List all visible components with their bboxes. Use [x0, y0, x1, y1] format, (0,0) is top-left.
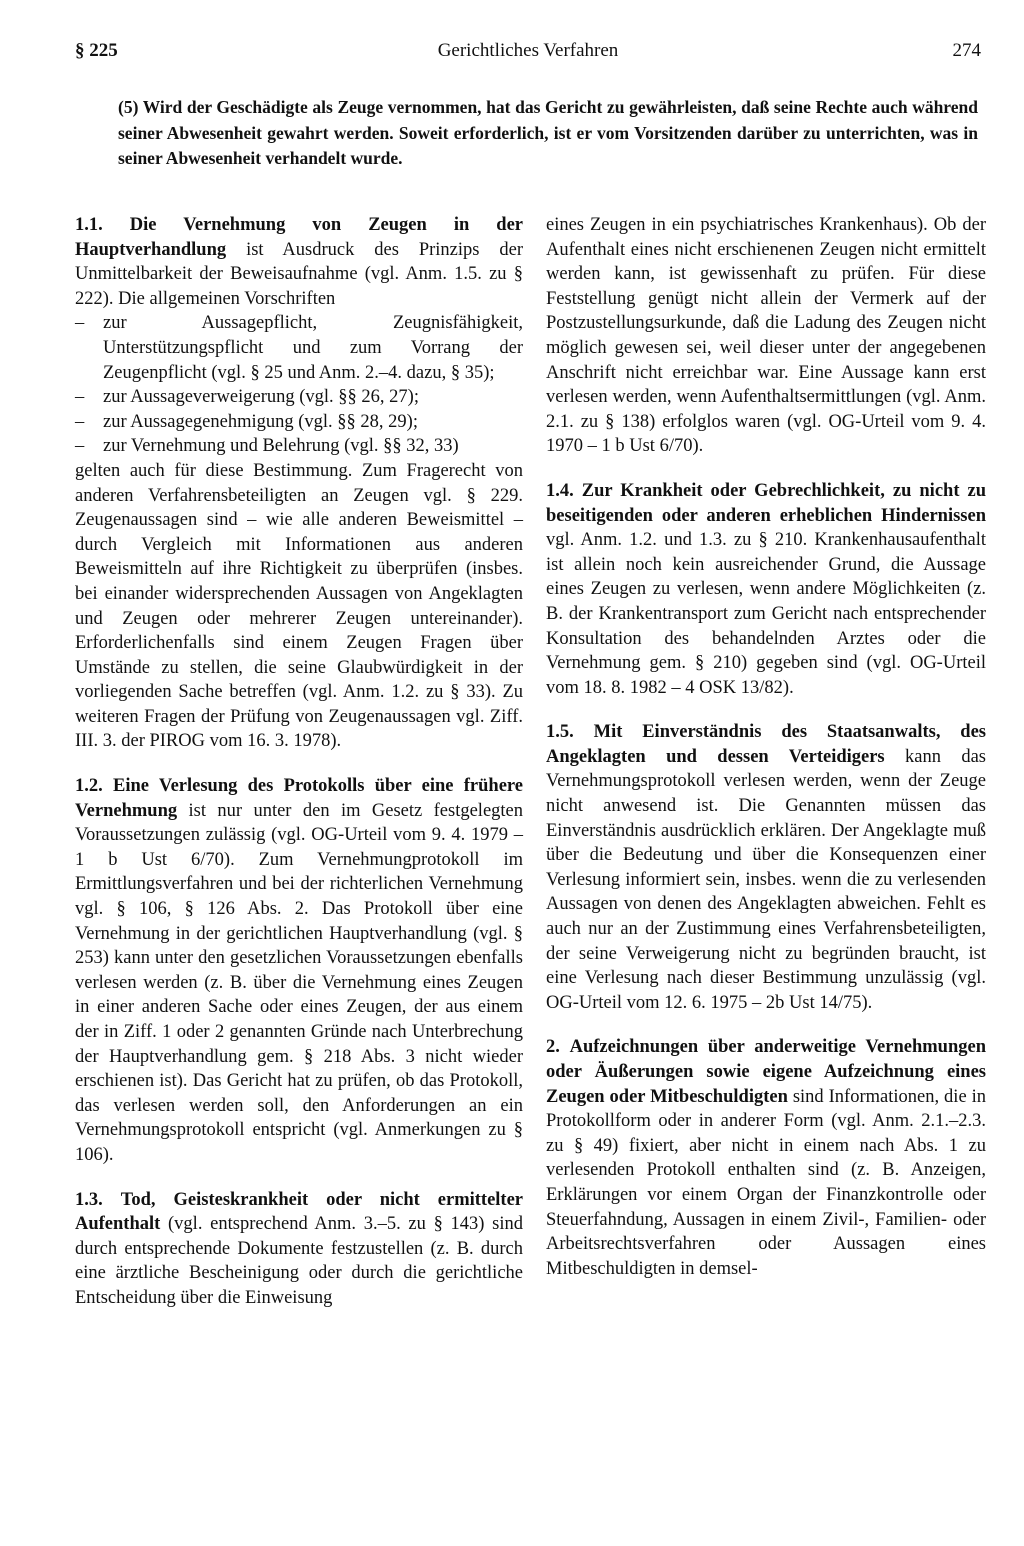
section-number: 1.1.: [75, 215, 103, 235]
paragraph-number: § 225: [75, 40, 118, 61]
section-heading: Zur Krankheit oder Gebrechlichkeit, zu nicht zu beseitigenden oder anderen erheblichen Hindernissen: [546, 480, 986, 526]
list-item: – zur Aussageverweigerung (vgl. §§ 26, 27);: [75, 385, 523, 410]
section-1-3-continued: eines Zeugen in ein psychiatrisches Krankenhaus). Ob der Aufenthalt eines nicht erschienenen Zeugen nicht ermittelt werden kann, ist gewissenhaft zu prüfen. Für diese Feststellung genügt nicht allein der Vermerk auf der Postzustellungsurkunde, daß die Ladung des Zeugen nicht möglich gewesen sei, weil dieser unter der angegebenen Anschrift nicht erreichbar war. Eine Aussage kann erst verlesen werden, wenn Aufenthaltsermittlungen (vgl. Anm. 2.1. zu § 138) erfolglos waren (vgl. OG-Urteil vom 9. 4. 1970 – 1 b Ust 6/70).: [546, 215, 986, 457]
section-number: 1.4.: [546, 480, 574, 501]
section-text: vgl. Anm. 1.2. und 1.3. zu § 210. Krankenhausaufenthalt ist allein noch kein ausreichender Grund, die Aussage eines Zeugen zu verlesen, wenn andere Möglichkeiten (z. B. der Krankentransport zum Gericht nach entsprechender Konsultation des behandelnden Arztes oder die Vernehmung gem. § 210) gegeben sind (vgl. OG-Urteil vom 18. 8. 1982 – 4 OSK 13/82).: [546, 530, 986, 698]
section-heading: Die Vernehmung von Zeugen in der Hauptverhandlung: [75, 215, 523, 260]
section-text: sind Informationen, die in Protokollform oder in anderer Form (vgl. Anm. 2.1.–2.3. zu § 49) fixiert, aber nicht in einem nach Abs. 1 zu verlesenden Protokoll enthalten sind (z. B. Anzeigen, Erklärungen vor einem Organ der Finanzkontrolle oder Steuerfahndung, Aussagen in einem Zivil-, Familien- oder Arbeitsrechtsverfahren oder Aussagen eines Mitbeschuldigten in demsel-: [546, 1086, 987, 1279]
section-text: ist nur unter den im Gesetz festgelegten Voraussetzungen zulässig (vgl. OG-Urteil vom 9. 4. 1979 – 1 b Ust 6/70). Zum Vernehmungprotokoll im Ermittlungsverfahren und bei der richterlichen Vernehmung vgl. § 106, § 126 Abs. 2. Das Protokoll über eine Vernehmung in der gerichtlichen Hauptverhandlung (vgl. § 253) kann unter den gesetzlichen Voraussetzungen ebenfalls verlesen werden (z. B. über die Vernehmung eines Zeugen in einer anderen Sache oder eines Zeugen, der aus einem der in Ziff. 1 oder 2 genannten Gründe nach Unterbrechung der Hauptverhandlung gem. § 218 Abs. 3 nicht wieder erschienen ist). Das Gericht hat zu prüfen, ob das Protokoll, das verlesen werden soll, den Anforderungen an ein Vernehmungsprotokoll entspricht (vgl. Anmerkungen zu § 106).: [75, 800, 524, 1165]
section-1-1: [75, 213, 523, 311]
section-heading: Tod, Geisteskrankheit oder nicht ermittelter Aufenthalt: [75, 1189, 524, 1235]
section-1-3: [75, 1188, 523, 1311]
list-item: – zur Aussagepflicht, Zeugnisfähigkeit, Unterstützungspflicht und zum Vorrang der Zeugenpflicht (vgl. § 25 und Anm. 2.–4. dazu, § 35);: [75, 311, 523, 385]
section-heading: Aufzeichnungen über anderweitige Vernehmungen oder Äußerungen sowie eigene Aufzeichnung eines Zeugen oder Mitbeschuldigten: [546, 1037, 987, 1107]
section-2: [546, 1035, 986, 1281]
section-text: kann das Vernehmungsprotokoll verlesen werden, wenn der Zeuge nicht anwesend ist. Die Genannten müssen das Einverständnis ausdrücklich erklären. Der Angeklagte muß über die Bedeutung und über die Konsequenzen einer Verlesung informiert sein, insbes. wenn die zu verlesenden Aussagen von denen des Angeklagten abweichen. Fehlt es auch nur an der Zustimmung eines Verfahrensbeteiligten, der seine Verweigerung nicht zu begründen braucht, ist eine Verlesung nach dieser Bestimmung unzulässig (vgl. OG-Urteil vom 12. 6. 1975 – 2b Ust 14/75).: [546, 746, 987, 1013]
section-text: (vgl. entsprechend Anm. 3.–5. zu § 143) sind durch entsprechende Dokumente festzustellen (z. B. durch eine ärztliche Bescheinigung oder durch die gerichtliche Entscheidung über die Einweisung: [75, 1214, 523, 1308]
section-1-5: [546, 720, 986, 1015]
right-column: [546, 213, 986, 1301]
section-number: 1.2.: [75, 776, 103, 797]
list-item: – zur Vernehmung und Belehrung (vgl. §§ 32, 33): [75, 434, 523, 459]
section-text: ist Ausdruck des Prinzips der Unmittelbarkeit der Beweisaufnahme (vgl. Anm. 1.5. zu § 222). Die allgemeinen Vorschriften: [75, 239, 524, 309]
section-1-2: [75, 774, 523, 1168]
section-heading: Mit Einverständnis des Staatsanwalts, des Angeklagten und dessen Verteidigers: [546, 722, 986, 767]
running-title: Gerichtliches Verfahren: [437, 40, 619, 61]
statute-subsection-5: (5) Wird der Geschädigte als Zeuge vernommen, hat das Gericht zu gewährleisten, daß seine Rechte auch während seiner Abwesenheit gewahrt werden. Soweit erforderlich, ist er vom Vorsitzenden darüber zu unterrichten, was in seiner Abwesenheit verhandelt wurde.: [118, 97, 978, 168]
section-number: 1.5.: [546, 722, 574, 743]
section-1-4: [546, 479, 986, 700]
page-header: [75, 40, 981, 76]
left-column: [75, 213, 523, 1331]
list-item: – zur Aussagegenehmigung (vgl. §§ 28, 29);: [75, 410, 523, 435]
rules-list: [75, 311, 523, 459]
section-1-1-continued: gelten auch für diese Bestimmung. Zum Fragerecht von anderen Verfahrensbeteiligten an Zeugen vgl. § 229. Zeugenaussagen sind – wie alle anderen Beweismittel – durch Vergleich mit Informationen aus anderen Beweismitteln auf ihre Richtigkeit zu überprüfen (insbes. bei einander widersprechenden Aussagen von Angeklagten und Zeugen oder mehrerer Zeugen untereinander). Erforderlichenfalls sind einem Zeugen Fragen über Umstände zu stellen, die seine Glaubwürdigkeit in der vorliegenden Sache betreffen (vgl. Anm. 1.2. zu § 33). Zu weiteren Fragen der Prüfung von Zeugenaussagen vgl. Ziff. III. 3. der PIROG vom 16. 3. 1978).: [75, 460, 523, 752]
section-number: 1.3.: [75, 1189, 103, 1210]
section-heading: Eine Verlesung des Protokolls über eine frühere Vernehmung: [75, 776, 523, 821]
section-number: 2.: [546, 1037, 560, 1058]
page-number: 274: [952, 40, 981, 61]
